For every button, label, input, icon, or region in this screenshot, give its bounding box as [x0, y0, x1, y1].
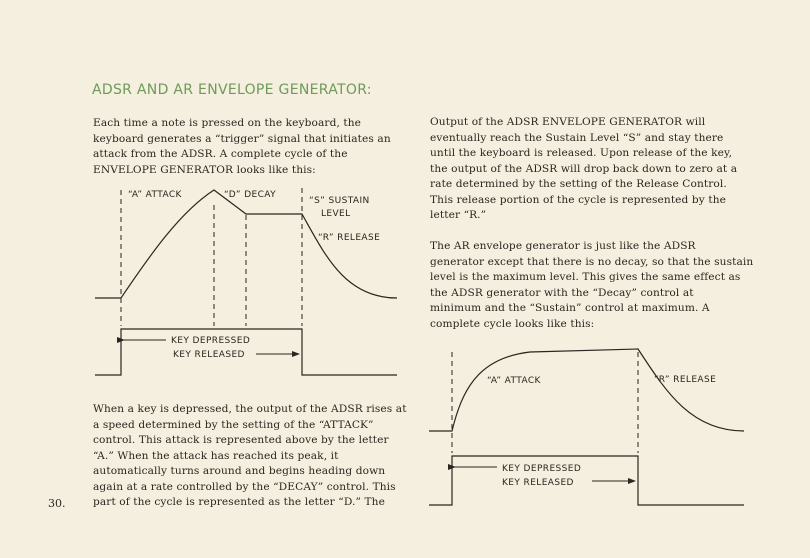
- adsr-key-released-label: KEY RELEASED: [173, 350, 245, 360]
- text-line: generator except that there is no decay, so that the sustain: [430, 255, 754, 268]
- adsr-release-label: “R” RELEASE: [318, 233, 381, 243]
- text-line: rate determined by the setting of the Release Control.: [430, 178, 727, 190]
- text-line: the output of the ADSR will drop back down to zero at a: [430, 162, 738, 175]
- text-line: ENVELOPE GENERATOR looks like this:: [93, 163, 316, 176]
- text-line: a speed determined by the setting of the “ATTACK”: [93, 418, 374, 431]
- text-line: “A.” When the attack has reached its peak, it: [93, 449, 339, 462]
- text-line: Output of the ADSR ENVELOPE GENERATOR will: [430, 116, 706, 128]
- adsr-diagram: [95, 188, 397, 375]
- text-line: the ADSR generator with the “Decay” control at: [430, 286, 694, 299]
- ar-envelope-curve: [429, 349, 744, 431]
- ar-key-released-label: KEY RELEASED: [502, 478, 574, 488]
- adsr-key-depressed-label: KEY DEPRESSED: [171, 336, 251, 346]
- text-line: eventually reach the Sustain Level “S” and stay there: [430, 131, 724, 144]
- text-line: control. This attack is represented above by the letter: [93, 434, 389, 446]
- text-line: complete cycle looks like this:: [430, 317, 595, 330]
- adsr-sustain-label: “S” SUSTAIN: [309, 196, 370, 206]
- text-line: again at a rate controlled by the “DECAY” control. This: [93, 480, 396, 493]
- text-line: When a key is depressed, the output of the ADSR rises at: [93, 403, 407, 415]
- text-line: letter “R.”: [430, 209, 487, 221]
- adsr-sustain-level-label: LEVEL: [321, 209, 351, 219]
- text-line: minimum and the “Sustain” control at maximum. A: [430, 302, 710, 314]
- text-line: This release portion of the cycle is represented by the: [430, 193, 726, 206]
- page-number: 30.: [48, 497, 66, 510]
- ar-gate-signal: [429, 456, 744, 505]
- adsr-attack-label: “A” ATTACK: [128, 190, 182, 200]
- ar-key-depressed-label: KEY DEPRESSED: [502, 464, 582, 474]
- section-heading: ADSR AND AR ENVELOPE GENERATOR:: [92, 82, 372, 98]
- text-line: level is the maximum level. This gives the same effect as: [430, 271, 741, 283]
- text-line: until the keyboard is released. Upon release of the key,: [430, 147, 733, 159]
- text-line: part of the cycle is represented as the letter “D.” The: [93, 496, 385, 508]
- text-line: attack from the ADSR. A complete cycle of the: [93, 148, 348, 160]
- ar-diagram: [429, 349, 744, 505]
- text-line: keyboard generates a “trigger” signal that initiates an: [93, 132, 391, 145]
- text-line: The AR envelope generator is just like the ADSR: [430, 240, 696, 252]
- ar-release-label: “R” RELEASE: [654, 375, 717, 385]
- adsr-decay-label: “D” DECAY: [224, 190, 277, 200]
- text-line: automatically turns around and begins heading down: [93, 465, 386, 477]
- text-line: Each time a note is pressed on the keyboard, the: [93, 117, 362, 129]
- ar-attack-label: “A” ATTACK: [487, 376, 541, 386]
